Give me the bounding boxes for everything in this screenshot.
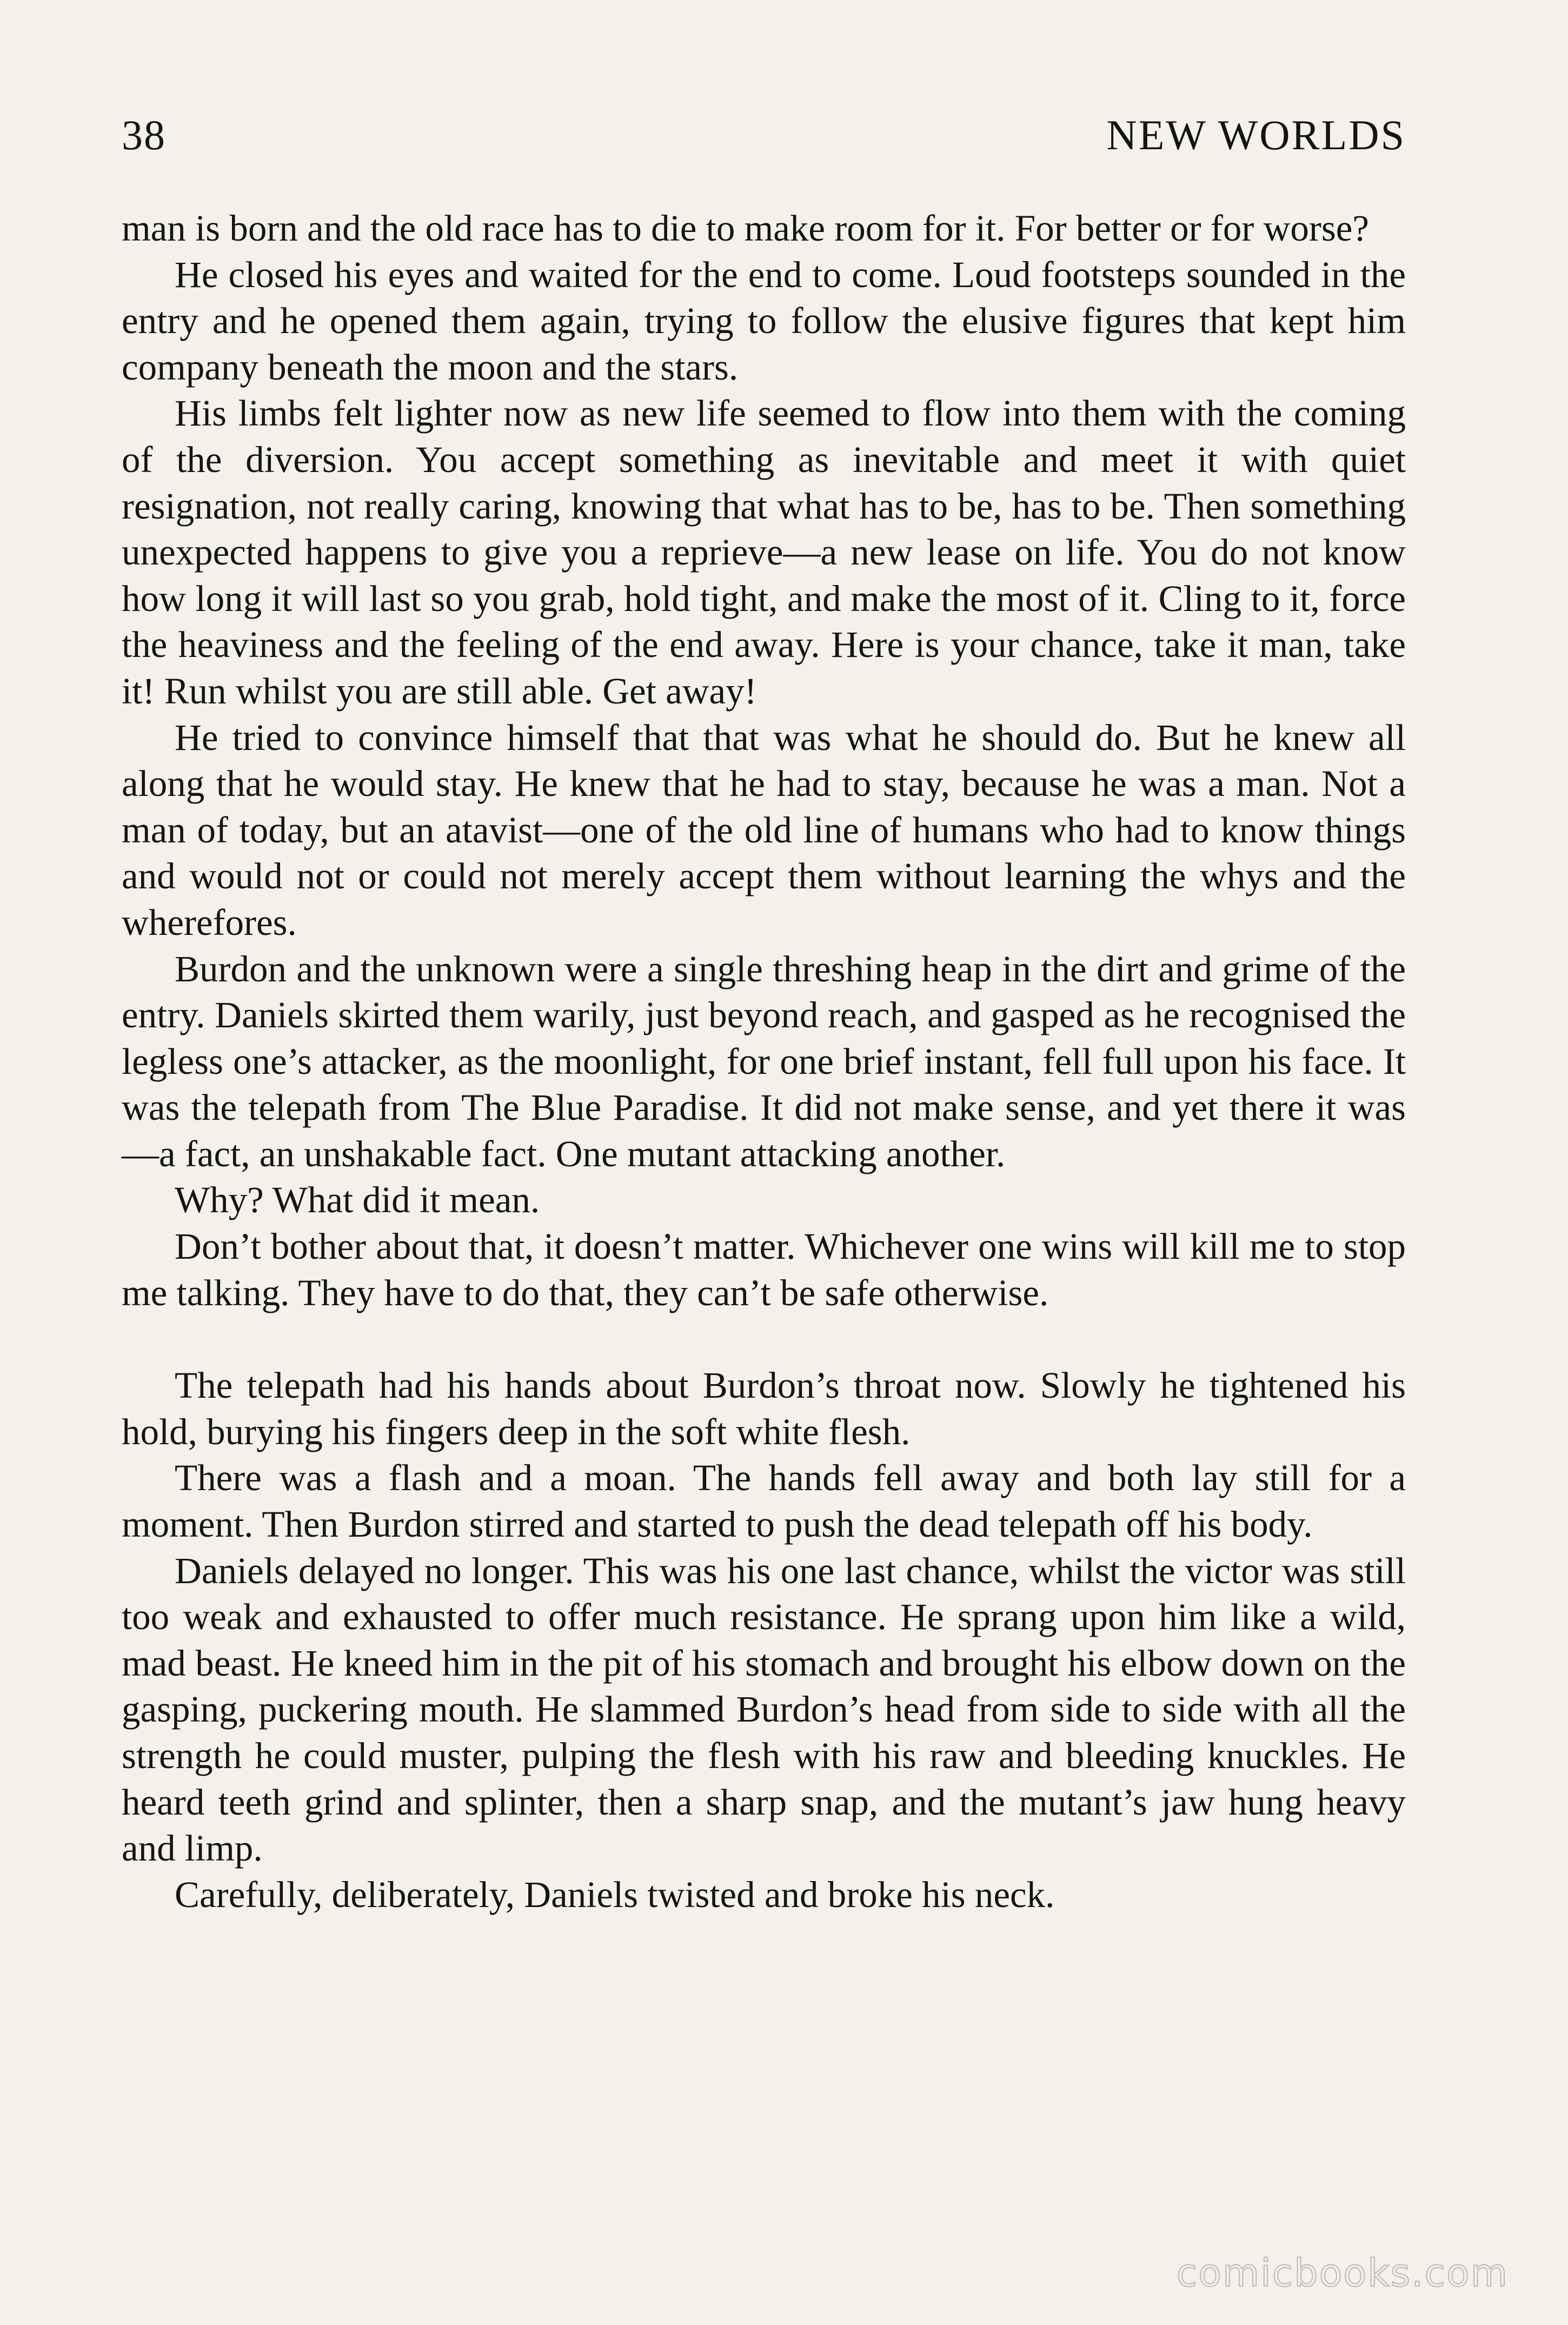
paragraph-2: He closed his eyes and waited for the end to come. Loud footsteps sounded in the entry and he opened them again, trying to follow the elusive figures that kept him company beneath the moon and the stars. bbox=[122, 254, 1406, 388]
paragraph-6: Why? What did it mean. bbox=[175, 1179, 540, 1221]
paragraph-5: Burdon and the unknown were a single threshing heap in the dirt and grime of the entry. Daniels skirted them warily, just beyond reach, and gasped as he recognised the legless one’s attacker, as the moonlight, for one brief instant, fell full upon his face. It was the telepath from The Blue Paradise. It did not make sense, and yet there it was—a fact, an unshakable fact. One mutant attacking another. bbox=[122, 948, 1406, 1174]
paragraph-1: man is born and the old race has to die to make room for it. For better or for worse? bbox=[122, 208, 1369, 249]
section-break bbox=[122, 1316, 1406, 1363]
paragraph-4: He tried to convince himself that that was what he should do. But he knew all along that he would stay. He knew that he had to stay, because he was a man. Not a man of today, but an atavist—one of the old line of humans who had to know things and would not or could not merely accept them without learning the whys and the wherefores. bbox=[122, 716, 1406, 943]
running-head bbox=[122, 105, 1406, 165]
paragraph-8: The telepath had his hands about Burdon’s throat now. Slowly he tightened his hold, burying his fingers deep in the soft white flesh. bbox=[122, 1365, 1406, 1452]
running-title: NEW WORLDS bbox=[1106, 111, 1406, 158]
paragraph-9: There was a flash and a moan. The hands fell away and both lay still for a moment. Then Burdon stirred and started to push the dead telepath off his body. bbox=[122, 1457, 1406, 1545]
body-text bbox=[122, 205, 1406, 1918]
page-number: 38 bbox=[122, 111, 166, 158]
paragraph-3: His limbs felt lighter now as new life seemed to flow into them with the coming of the diversion. You accept something as inevitable and meet it with quiet resignation, not really caring, knowing that what has to be, has to be. Then something unexpected happens to give you a reprieve—a new lease on life. You do not know how long it will last so you grab, hold tight, and make the most of it. Cling to it, force the heaviness and the feeling of the end away. Here is your chance, take it man, take it! Run whilst you are still able. Get away! bbox=[122, 393, 1406, 712]
paragraph-10: Daniels delayed no longer. This was his one last chance, whilst the victor was still too weak and exhausted to offer much resistance. He sprang upon him like a wild, mad beast. He kneed him in the pit of his stomach and brought his elbow down on the gasping, puckering mouth. He slammed Burdon’s head from side to side with all the strength he could muster, pulping the flesh with his raw and bleeding knuckles. He heard teeth grind and splinter, then a sharp snap, and the mutant’s jaw hung heavy and limp. bbox=[122, 1550, 1406, 1869]
paragraph-7: Don’t bother about that, it doesn’t matter. Whichever one wins will kill me to stop me talking. They have to do that, they can’t be safe otherwise. bbox=[122, 1226, 1406, 1313]
paragraph-11: Carefully, deliberately, Daniels twisted and broke his neck. bbox=[175, 1874, 1055, 1915]
watermark: comicbooks.com bbox=[1176, 2251, 1509, 2295]
